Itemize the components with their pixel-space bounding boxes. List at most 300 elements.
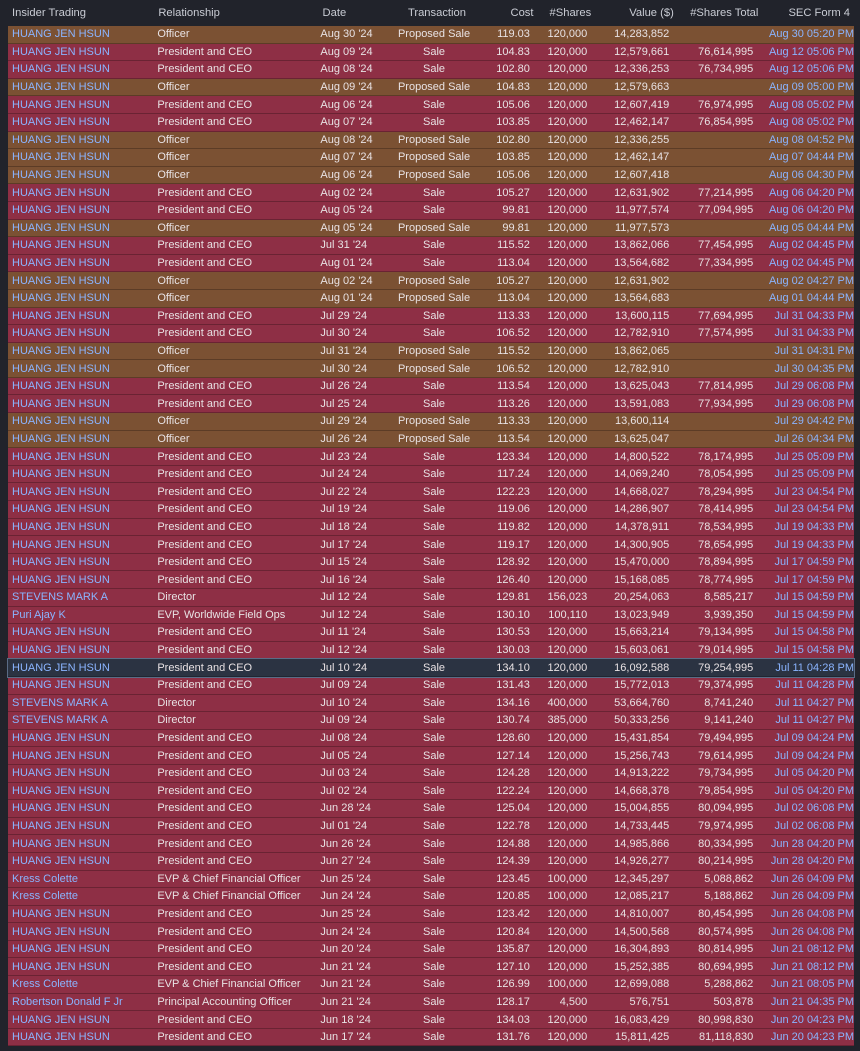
insider-link[interactable]: HUANG JEN HSUN	[12, 327, 110, 340]
transaction-type: Sale	[423, 116, 446, 129]
sec-form-link[interactable]: Jul 11 04:28 PM	[775, 679, 855, 692]
table-row[interactable]	[8, 888, 854, 906]
sec-form-link[interactable]: Jun 28 04:20 PM	[770, 855, 855, 868]
table-row[interactable]	[8, 536, 854, 554]
value: 53,664,760	[614, 696, 670, 709]
table-row[interactable]	[8, 800, 854, 818]
shares: 120,000	[547, 362, 588, 375]
cost: 128.60	[496, 732, 530, 745]
insider-link[interactable]: HUANG JEN HSUN	[12, 1013, 110, 1026]
transaction-type: Sale	[423, 239, 446, 252]
sec-form-link[interactable]: Jul 23 04:54 PM	[774, 485, 855, 498]
table-row[interactable]	[8, 906, 854, 924]
insider-link[interactable]: HUANG JEN HSUN	[12, 679, 110, 692]
sec-form-link[interactable]: Aug 02 04:27 PM	[769, 274, 855, 287]
insider-link[interactable]: Robertson Donald F Jr	[12, 995, 123, 1008]
table-row[interactable]	[8, 589, 854, 607]
trade-date: Jul 30 '24	[320, 362, 368, 375]
table-body	[0, 26, 860, 1046]
table-row[interactable]	[8, 642, 854, 660]
insider-link[interactable]: HUANG JEN HSUN	[12, 221, 110, 234]
insider-link[interactable]: Kress Colette	[12, 978, 79, 991]
table-row[interactable]	[8, 255, 854, 273]
sec-form-link[interactable]: Jul 17 04:59 PM	[774, 573, 855, 586]
shares: 120,000	[547, 925, 588, 938]
sec-form-link[interactable]: Aug 09 05:00 PM	[769, 81, 855, 94]
shares: 120,000	[547, 257, 588, 270]
table-row[interactable]	[8, 994, 854, 1012]
shares: 120,000	[547, 397, 588, 410]
relationship: President and CEO	[157, 1013, 253, 1026]
table-row[interactable]	[8, 96, 854, 114]
shares: 120,000	[547, 169, 588, 182]
table-row[interactable]	[8, 308, 854, 326]
shares: 120,000	[547, 116, 588, 129]
transaction-type: Sale	[423, 45, 446, 58]
insider-link[interactable]: HUANG JEN HSUN	[12, 98, 110, 111]
insider-link[interactable]: HUANG JEN HSUN	[12, 380, 110, 393]
value: 12,336,255	[614, 133, 670, 146]
insider-link[interactable]: STEVENS MARK A	[12, 696, 108, 709]
shares-total: 78,174,995	[698, 450, 754, 463]
table-row[interactable]	[8, 431, 854, 449]
shares-total: 78,054,995	[698, 468, 754, 481]
transaction-type: Proposed Sale	[397, 432, 471, 445]
trade-date: Jul 12 '24	[320, 644, 368, 657]
shares-total: 79,614,995	[698, 749, 754, 762]
table-row[interactable]	[8, 167, 854, 185]
transaction-type: Sale	[423, 696, 446, 709]
transaction-type: Proposed Sale	[397, 81, 471, 94]
relationship: President and CEO	[157, 204, 253, 217]
cost: 130.53	[496, 626, 530, 639]
transaction-type: Sale	[423, 943, 446, 956]
sec-form-link[interactable]: Jul 31 04:31 PM	[774, 344, 855, 357]
insider-link[interactable]: HUANG JEN HSUN	[12, 468, 110, 481]
cost: 104.83	[496, 45, 530, 58]
insider-link[interactable]: HUANG JEN HSUN	[12, 573, 110, 586]
sec-form-link[interactable]: Jul 15 04:58 PM	[774, 626, 855, 639]
table-row[interactable]	[8, 202, 854, 220]
sec-form-link[interactable]: Jul 15 04:59 PM	[774, 591, 855, 604]
transaction-type: Sale	[423, 767, 446, 780]
insider-link[interactable]: HUANG JEN HSUN	[12, 538, 110, 551]
value: 12,607,418	[614, 169, 670, 182]
relationship: Officer	[157, 151, 190, 164]
value: 14,300,905	[614, 538, 670, 551]
insider-link[interactable]: HUANG JEN HSUN	[12, 344, 110, 357]
sec-form-link[interactable]: Jul 23 04:54 PM	[774, 503, 855, 516]
header-relationship[interactable]: Relationship	[158, 7, 220, 19]
shares: 120,000	[547, 204, 588, 217]
sec-form-link[interactable]: Aug 06 04:20 PM	[769, 186, 855, 199]
relationship: President and CEO	[157, 644, 253, 657]
insider-link[interactable]: HUANG JEN HSUN	[12, 362, 110, 375]
relationship: EVP & Chief Financial Officer	[157, 978, 301, 991]
table-row[interactable]	[8, 659, 854, 677]
sec-form-link[interactable]: Jun 21 08:05 PM	[770, 978, 855, 991]
table-row[interactable]	[8, 483, 854, 501]
value: 14,668,378	[614, 784, 670, 797]
shares-total: 79,494,995	[698, 732, 754, 745]
value: 14,500,568	[614, 925, 670, 938]
insider-link[interactable]: HUANG JEN HSUN	[12, 28, 110, 41]
cost: 102.80	[496, 63, 530, 76]
table-row[interactable]	[8, 853, 854, 871]
insider-link[interactable]: HUANG JEN HSUN	[12, 239, 110, 252]
sec-form-link[interactable]: Jul 09 04:24 PM	[774, 749, 855, 762]
sec-form-link[interactable]: Aug 06 04:30 PM	[769, 169, 855, 182]
table-row[interactable]	[8, 360, 854, 378]
table-row[interactable]	[8, 765, 854, 783]
insider-link[interactable]: HUANG JEN HSUN	[12, 204, 110, 217]
header-insider[interactable]: Insider Trading	[12, 7, 87, 19]
table-row[interactable]	[8, 1011, 854, 1029]
insider-link[interactable]: HUANG JEN HSUN	[12, 520, 110, 533]
value: 15,252,385	[614, 960, 670, 973]
sec-form-link[interactable]: Jun 21 04:35 PM	[770, 995, 855, 1008]
sec-form-link[interactable]: Jun 28 04:20 PM	[770, 837, 855, 850]
table-row[interactable]	[8, 325, 854, 343]
insider-link[interactable]: HUANG JEN HSUN	[12, 415, 110, 428]
table-row[interactable]	[8, 501, 854, 519]
transaction-type: Sale	[423, 186, 446, 199]
table-row[interactable]	[8, 571, 854, 589]
insider-link[interactable]: Puri Ajay K	[12, 608, 66, 621]
value: 576,751	[629, 995, 670, 1008]
insider-link[interactable]: HUANG JEN HSUN	[12, 644, 110, 657]
insider-link[interactable]: HUANG JEN HSUN	[12, 837, 110, 850]
table-row[interactable]	[8, 519, 854, 537]
table-row[interactable]	[8, 835, 854, 853]
header-sec-form[interactable]: SEC Form 4	[788, 7, 850, 19]
sec-form-link[interactable]: Jul 25 05:09 PM	[774, 468, 855, 481]
insider-link[interactable]: HUANG JEN HSUN	[12, 81, 110, 94]
trade-date: Aug 02 '24	[320, 186, 373, 199]
shares-total: 76,854,995	[698, 116, 754, 129]
sec-form-link[interactable]: Jul 29 06:08 PM	[774, 380, 855, 393]
transaction-type: Sale	[423, 978, 446, 991]
trade-date: Jul 31 '24	[320, 344, 368, 357]
relationship: President and CEO	[157, 556, 253, 569]
sec-form-link[interactable]: Jul 02 06:08 PM	[774, 820, 855, 833]
trade-date: Jun 21 '24	[320, 960, 371, 973]
sec-form-link[interactable]: Aug 02 04:45 PM	[769, 239, 855, 252]
shares: 120,000	[547, 380, 588, 393]
shares: 120,000	[547, 221, 588, 234]
shares: 120,000	[547, 81, 588, 94]
table-row[interactable]	[8, 976, 854, 994]
relationship: President and CEO	[157, 98, 253, 111]
insider-link[interactable]: HUANG JEN HSUN	[12, 186, 110, 199]
sec-form-link[interactable]: Aug 12 05:06 PM	[769, 63, 855, 76]
table-row[interactable]	[8, 783, 854, 801]
shares: 4,500	[559, 995, 588, 1008]
insider-link[interactable]: HUANG JEN HSUN	[12, 169, 110, 182]
insider-link[interactable]: Kress Colette	[12, 890, 79, 903]
relationship: Officer	[157, 415, 190, 428]
sec-form-link[interactable]: Jul 31 04:33 PM	[774, 309, 855, 322]
sec-form-link[interactable]: Jul 11 04:27 PM	[775, 714, 855, 727]
sec-form-link[interactable]: Jul 31 04:33 PM	[774, 327, 855, 340]
transaction-type: Sale	[423, 749, 446, 762]
insider-link[interactable]: HUANG JEN HSUN	[12, 151, 110, 164]
table-row[interactable]	[8, 923, 854, 941]
sec-form-link[interactable]: Jul 29 06:08 PM	[774, 397, 855, 410]
insider-link[interactable]: HUANG JEN HSUN	[12, 274, 110, 287]
table-row[interactable]	[8, 871, 854, 889]
table-row[interactable]	[8, 184, 854, 202]
insider-link[interactable]: HUANG JEN HSUN	[12, 802, 110, 815]
insider-link[interactable]: STEVENS MARK A	[12, 591, 108, 604]
shares-total: 5,288,862	[704, 978, 754, 991]
shares: 120,000	[547, 820, 588, 833]
table-row[interactable]	[8, 237, 854, 255]
insider-link[interactable]: HUANG JEN HSUN	[12, 503, 110, 516]
table-row[interactable]	[8, 61, 854, 79]
value: 15,811,425	[614, 1031, 670, 1044]
table-row[interactable]	[8, 290, 854, 308]
trade-date: Jul 09 '24	[320, 679, 368, 692]
table-row[interactable]	[8, 26, 854, 44]
sec-form-link[interactable]: Jul 29 04:42 PM	[774, 415, 855, 428]
sec-form-link[interactable]: Jun 26 04:09 PM	[770, 872, 855, 885]
transaction-type: Sale	[423, 907, 446, 920]
shares: 120,000	[547, 327, 588, 340]
relationship: President and CEO	[157, 116, 253, 129]
cost: 115.52	[497, 344, 530, 357]
insider-link[interactable]: HUANG JEN HSUN	[12, 63, 110, 76]
transaction-type: Sale	[423, 1013, 446, 1026]
trade-date: Aug 09 '24	[320, 81, 373, 94]
header-value[interactable]: Value ($)	[629, 7, 674, 19]
cost: 124.39	[496, 855, 530, 868]
sec-form-link[interactable]: Jul 25 05:09 PM	[774, 450, 855, 463]
sec-form-link[interactable]: Jul 17 04:59 PM	[774, 556, 855, 569]
shares-total: 80,454,995	[698, 907, 754, 920]
sec-form-link[interactable]: Aug 07 04:44 PM	[769, 151, 855, 164]
value: 13,625,043	[614, 380, 670, 393]
value: 15,004,855	[614, 802, 670, 815]
insider-link[interactable]: HUANG JEN HSUN	[12, 397, 110, 410]
sec-form-link[interactable]: Aug 12 05:06 PM	[769, 45, 855, 58]
insider-link[interactable]: HUANG JEN HSUN	[12, 907, 110, 920]
transaction-type: Sale	[423, 538, 446, 551]
sec-form-link[interactable]: Aug 08 05:02 PM	[769, 116, 855, 129]
value: 12,085,217	[614, 890, 670, 903]
sec-form-link[interactable]: Jun 21 08:12 PM	[770, 943, 855, 956]
transaction-type: Sale	[423, 626, 446, 639]
cost: 117.24	[497, 468, 530, 481]
transaction-type: Sale	[423, 855, 446, 868]
sec-form-link[interactable]: Jul 26 04:34 PM	[774, 432, 855, 445]
sec-form-link[interactable]: Jun 26 04:08 PM	[770, 907, 855, 920]
insider-link[interactable]: HUANG JEN HSUN	[12, 855, 110, 868]
insider-link[interactable]: HUANG JEN HSUN	[12, 292, 110, 305]
insider-link[interactable]: HUANG JEN HSUN	[12, 556, 110, 569]
value: 11,977,573	[614, 221, 670, 234]
shares-total: 80,694,995	[698, 960, 754, 973]
insider-link[interactable]: HUANG JEN HSUN	[12, 626, 110, 639]
value: 20,254,063	[614, 591, 670, 604]
header-date[interactable]: Date	[322, 7, 347, 19]
insider-link[interactable]: HUANG JEN HSUN	[12, 784, 110, 797]
value: 13,625,047	[614, 432, 670, 445]
insider-link[interactable]: STEVENS MARK A	[12, 714, 108, 727]
relationship: President and CEO	[157, 732, 253, 745]
sec-form-link[interactable]: Aug 06 04:20 PM	[769, 204, 855, 217]
sec-form-link[interactable]: Aug 30 05:20 PM	[769, 28, 855, 41]
table-row[interactable]	[8, 44, 854, 62]
table-row[interactable]	[8, 624, 854, 642]
table-row[interactable]	[8, 554, 854, 572]
insider-link[interactable]: HUANG JEN HSUN	[12, 749, 110, 762]
table-row[interactable]	[8, 747, 854, 765]
transaction-type: Sale	[423, 485, 446, 498]
insider-link[interactable]: HUANG JEN HSUN	[12, 732, 110, 745]
value: 12,699,088	[614, 978, 670, 991]
sec-form-link[interactable]: Aug 08 04:52 PM	[769, 133, 855, 146]
insider-link[interactable]: HUANG JEN HSUN	[12, 116, 110, 129]
table-row[interactable]	[8, 132, 854, 150]
transaction-type: Proposed Sale	[397, 292, 471, 305]
sec-form-link[interactable]: Jun 26 04:08 PM	[770, 925, 855, 938]
insider-link[interactable]: HUANG JEN HSUN	[12, 943, 110, 956]
shares-total: 79,134,995	[698, 626, 754, 639]
relationship: Officer	[157, 169, 190, 182]
cost: 113.33	[497, 309, 530, 322]
insider-link[interactable]: HUANG JEN HSUN	[12, 767, 110, 780]
header-shares[interactable]: #Shares	[549, 7, 592, 19]
table-row[interactable]	[8, 378, 854, 396]
cost: 131.76	[496, 1031, 530, 1044]
table-row[interactable]	[8, 466, 854, 484]
trade-date: Aug 06 '24	[320, 98, 373, 111]
cost: 127.14	[496, 749, 530, 762]
table-row[interactable]	[8, 114, 854, 132]
value: 14,733,445	[614, 820, 670, 833]
value: 15,431,854	[614, 732, 670, 745]
transaction-type: Proposed Sale	[397, 221, 471, 234]
shares: 100,000	[547, 872, 588, 885]
relationship: President and CEO	[157, 960, 253, 973]
relationship: President and CEO	[157, 257, 253, 270]
relationship: Officer	[157, 81, 190, 94]
relationship: President and CEO	[157, 573, 253, 586]
insider-link[interactable]: HUANG JEN HSUN	[12, 960, 110, 973]
cost: 123.34	[496, 450, 530, 463]
shares-total: 8,741,240	[704, 696, 754, 709]
shares: 120,000	[547, 450, 588, 463]
sec-form-link[interactable]: Jul 11 04:27 PM	[775, 696, 855, 709]
sec-form-link[interactable]: Jun 20 04:23 PM	[770, 1031, 855, 1044]
header-transaction[interactable]: Transaction	[407, 7, 466, 19]
table-row[interactable]	[8, 958, 854, 976]
header-shares-total[interactable]: #Shares Total	[690, 7, 759, 19]
transaction-type: Sale	[423, 257, 446, 270]
insider-link[interactable]: HUANG JEN HSUN	[12, 432, 110, 445]
insider-link[interactable]: HUANG JEN HSUN	[12, 309, 110, 322]
sec-form-link[interactable]: Jul 02 06:08 PM	[774, 802, 855, 815]
trade-date: Jun 20 '24	[320, 943, 371, 956]
insider-link[interactable]: HUANG JEN HSUN	[12, 133, 110, 146]
table-row[interactable]	[8, 712, 854, 730]
table-row[interactable]	[8, 677, 854, 695]
table-row[interactable]	[8, 343, 854, 361]
table-row[interactable]	[8, 272, 854, 290]
relationship: President and CEO	[157, 450, 253, 463]
insider-link[interactable]: HUANG JEN HSUN	[12, 485, 110, 498]
sec-form-link[interactable]: Aug 02 04:45 PM	[769, 257, 855, 270]
shares: 120,000	[547, 767, 588, 780]
shares: 120,000	[547, 503, 588, 516]
trade-date: Jun 18 '24	[320, 1013, 371, 1026]
table-row[interactable]	[8, 79, 854, 97]
insider-link[interactable]: HUANG JEN HSUN	[12, 450, 110, 463]
shares: 120,000	[547, 186, 588, 199]
table-row[interactable]	[8, 941, 854, 959]
insider-link[interactable]: HUANG JEN HSUN	[12, 820, 110, 833]
sec-form-link[interactable]: Aug 08 05:02 PM	[769, 98, 855, 111]
table-row[interactable]	[8, 413, 854, 431]
value: 50,333,256	[614, 714, 670, 727]
sec-form-link[interactable]: Jul 30 04:35 PM	[774, 362, 855, 375]
cost: 124.88	[496, 837, 530, 850]
sec-form-link[interactable]: Jul 19 04:33 PM	[774, 538, 855, 551]
shares-total: 5,088,862	[704, 872, 754, 885]
shares-total: 80,998,830	[698, 1013, 754, 1026]
sec-form-link[interactable]: Jul 19 04:33 PM	[774, 520, 855, 533]
header-cost[interactable]: Cost	[510, 7, 534, 19]
insider-link[interactable]: Kress Colette	[12, 872, 79, 885]
table-row[interactable]	[8, 730, 854, 748]
sec-form-link[interactable]: Jun 21 08:12 PM	[770, 960, 855, 973]
insider-link[interactable]: HUANG JEN HSUN	[12, 1031, 110, 1044]
trade-date: Jul 12 '24	[320, 591, 368, 604]
insider-link[interactable]: HUANG JEN HSUN	[12, 45, 110, 58]
sec-form-link[interactable]: Aug 01 04:44 PM	[769, 292, 855, 305]
sec-form-link[interactable]: Jul 11 04:28 PM	[775, 661, 855, 674]
insider-link[interactable]: HUANG JEN HSUN	[12, 661, 110, 674]
sec-form-link[interactable]: Jul 09 04:24 PM	[774, 732, 855, 745]
cost: 120.84	[496, 925, 530, 938]
table-row[interactable]	[8, 448, 854, 466]
sec-form-link[interactable]: Jul 05 04:20 PM	[774, 767, 855, 780]
transaction-type: Sale	[423, 960, 446, 973]
table-row[interactable]	[8, 220, 854, 238]
table-row[interactable]	[8, 695, 854, 713]
table-row[interactable]	[8, 607, 854, 625]
sec-form-link[interactable]: Jul 15 04:59 PM	[774, 608, 855, 621]
cost: 113.04	[497, 257, 530, 270]
table-row[interactable]	[8, 1029, 854, 1047]
sec-form-link[interactable]: Jul 15 04:58 PM	[774, 644, 855, 657]
shares-total: 77,094,995	[698, 204, 754, 217]
shares-total: 79,974,995	[698, 820, 754, 833]
cost: 99.81	[502, 204, 530, 217]
sec-form-link[interactable]: Jun 20 04:23 PM	[770, 1013, 855, 1026]
sec-form-link[interactable]: Jun 26 04:09 PM	[770, 890, 855, 903]
transaction-type: Proposed Sale	[397, 151, 471, 164]
table-row[interactable]	[8, 395, 854, 413]
value: 12,631,902	[614, 186, 670, 199]
sec-form-link[interactable]: Jul 05 04:20 PM	[774, 784, 855, 797]
table-row[interactable]	[8, 818, 854, 836]
sec-form-link[interactable]: Aug 05 04:44 PM	[769, 221, 855, 234]
insider-link[interactable]: HUANG JEN HSUN	[12, 257, 110, 270]
table-row[interactable]	[8, 149, 854, 167]
insider-link[interactable]: HUANG JEN HSUN	[12, 925, 110, 938]
